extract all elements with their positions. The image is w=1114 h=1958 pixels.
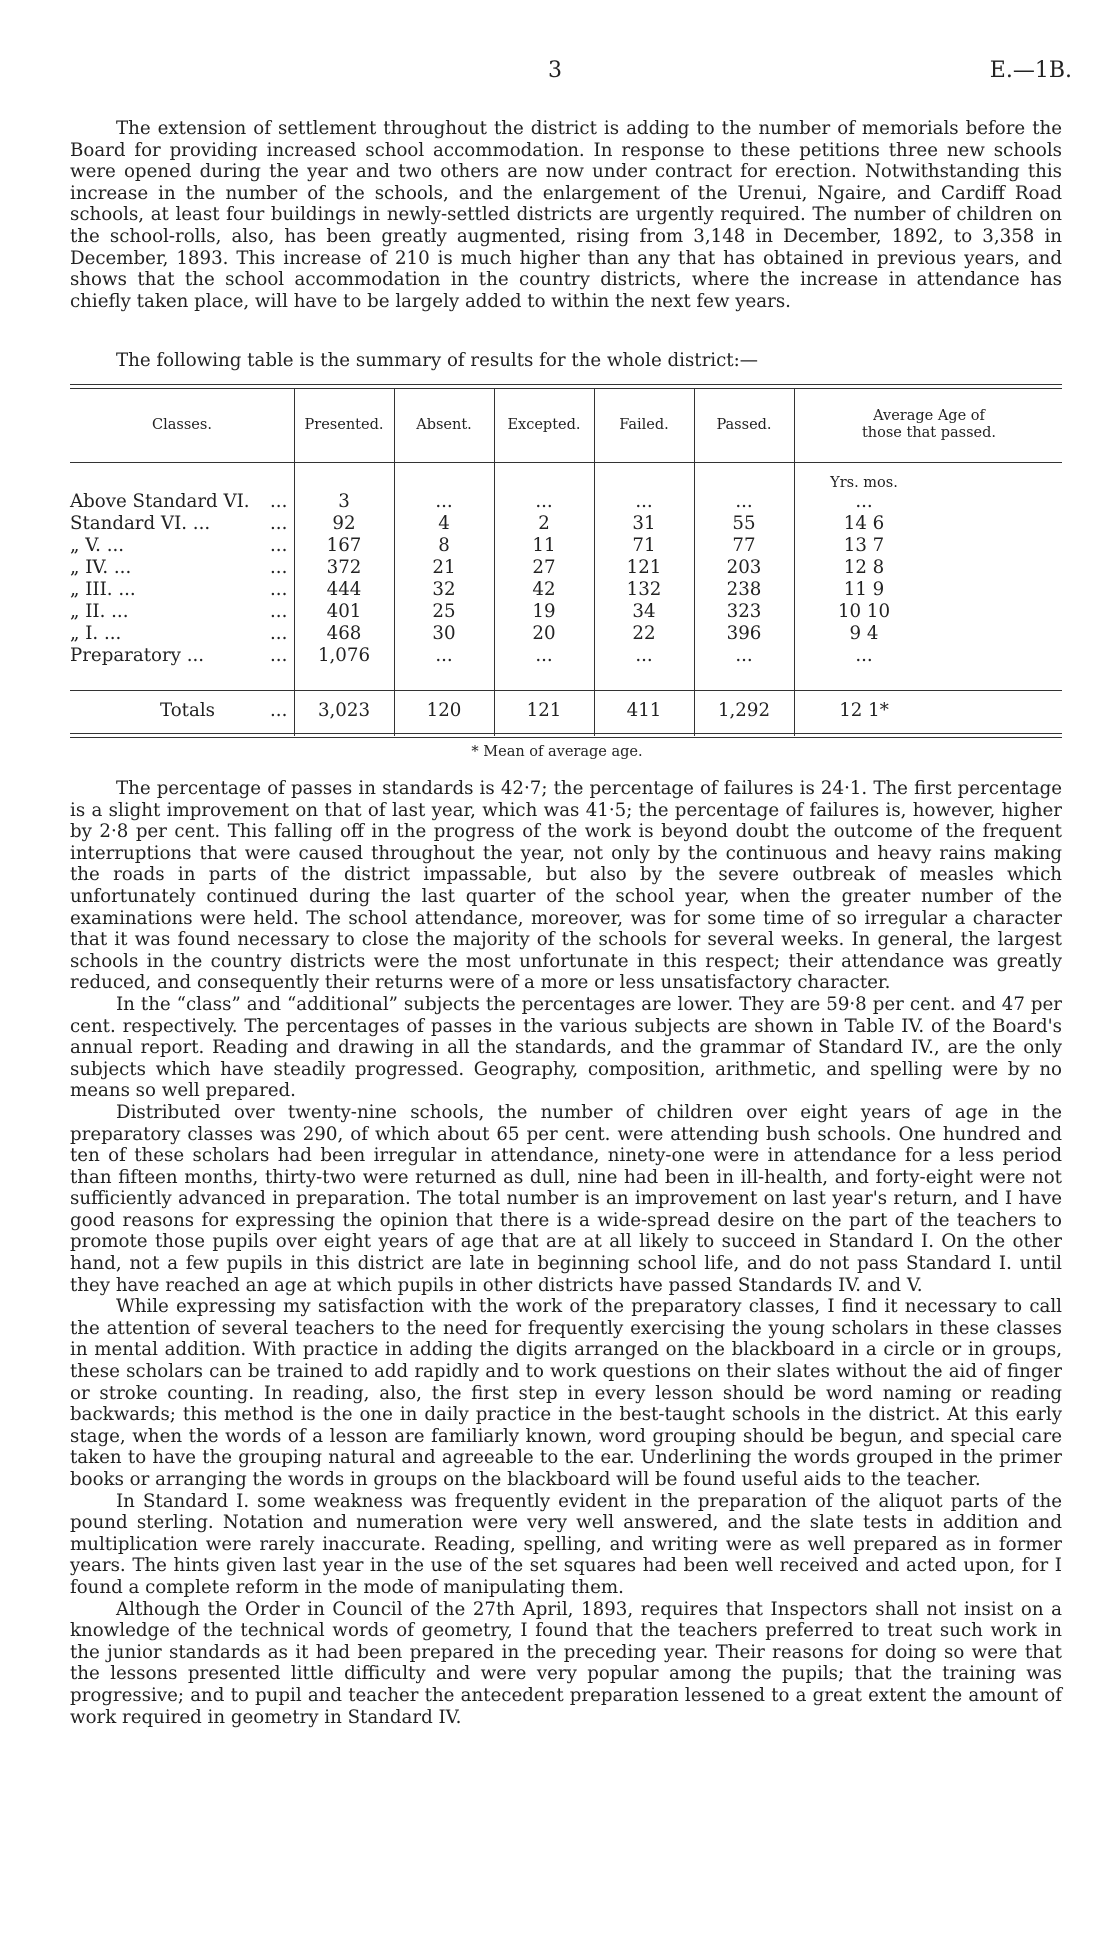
row-leader: ... <box>270 535 288 556</box>
cell-presented: 444 <box>326 579 362 600</box>
total-excepted: 121 <box>526 700 562 721</box>
cell-presented: 167 <box>326 535 362 556</box>
cell-failed: 71 <box>632 535 656 556</box>
total-age: 12 1* <box>839 700 889 721</box>
cell-age: 9 4 <box>849 623 879 644</box>
document-code: E.—1B. <box>989 58 1072 83</box>
cell-presented: 468 <box>326 623 362 644</box>
row-class: „ I. ... <box>70 623 122 644</box>
body-paragraph: Although the Order in Council of the 27th April, 1893, requires that Inspectors shall not insist on a knowledge of the technical words of geometry, I found that the teachers preferred to treat such work in the junior standards as it had been prepared in the preceding year. Their reasons for doing so were that the lessons presented little difficulty and were very popular among the pupils; that the training was progressive; and to pupil and teacher the antecedent preparation lessened to a great extent the amount of work required in geometry in Standard IV. <box>70 1598 1062 1728</box>
row-class: „ V. ... <box>70 535 125 556</box>
row-class: Standard VI. ... <box>70 513 211 534</box>
body-paragraph: The percentage of passes in standards is 42·7; the percentage of failures is 24·1. The first percentage is a slight improvement on that of last year, which was 41·5; the percentage of failures is, however, higher by 2·8 per cent. This falling off in the progress of the work is beyond doubt the outcome of the frequent interruptions that were caused throughout the year, not only by the continuous and heavy rains making the roads in parts of the district impassable, but also by the severe outbreak of measles which unfortunately continued during the last quarter of the school year, when the greater number of the examinations were held. The school attendance, moreover, was for some time of so irregular a character that it was found necessary to close the majority of the schools for several weeks. In general, the largest schools in the country districts were the most unfortunate in this respect; their attendance was greatly reduced, and consequently their returns were of a more or less unsatisfactory character. <box>70 778 1062 994</box>
header-excepted: Excepted. <box>507 416 581 433</box>
cell-presented: 92 <box>332 513 356 534</box>
cell-passed: ... <box>735 645 753 666</box>
row-leader: ... <box>270 623 288 644</box>
intro-paragraph: The extension of settlement throughout the district is adding to the number of memorials before the Board for providing increased school accommodation. In response to these petitions three new schools were opened during the year and two others are now under contract for erection. Notwithstanding this increase in the number of the schools, and the enlargement of the Urenui, Ngaire, and Cardiff Road schools, at least four buildings in newly-settled districts are urgently required. The number of children on the school-rolls, also, has been greatly augmented, rising from 3,148 in December, 1892, to 3,358 in December, 1893. This increase of 210 is much higher than any that has obtained in previous years, and shows that the school accommodation in the country districts, where the increase in attendance has chiefly taken place, will have to be largely added to within the next few years. <box>70 118 1062 312</box>
cell-failed: 34 <box>632 601 656 622</box>
cell-failed: ... <box>635 645 653 666</box>
table-lead-text: The following table is the summary of results for the whole district:— <box>116 350 758 371</box>
cell-failed: ... <box>635 491 653 512</box>
table-footnote: * Mean of average age. <box>471 744 643 760</box>
total-passed: 1,292 <box>717 700 771 721</box>
cell-excepted: ... <box>535 491 553 512</box>
row-class: Above Standard VI. <box>70 491 250 512</box>
cell-absent: 8 <box>438 535 450 556</box>
body-paragraph: While expressing my satisfaction with the work of the preparatory classes, I find it necessary to call the attention of several teachers to the need for frequently exercising the young scholars in these classes in mental addition. With practice in adding the digits arranged on the blackboard in a circle or in groups, these scholars can be trained to add rapidly and to work questions on their slates without the aid of finger or stroke counting. In reading, also, the first step in every lesson should be word naming or reading backwards; this method is the one in daily practice in the best-taught schools in the district. At this early stage, when the words of a lesson are familiarly known, word grouping should be begun, and special care taken to have the grouping natural and agreeable to the ear. Underlining the words grouped in the primer books or arranging the words in groups on the blackboard will be found useful aids to the teacher. <box>70 1296 1062 1490</box>
cell-age: 13 7 <box>843 535 885 556</box>
cell-passed: 203 <box>726 557 762 578</box>
header-classes: Classes. <box>152 416 212 433</box>
intro-section <box>70 118 1062 312</box>
header-presented: Presented. <box>304 416 384 433</box>
cell-failed: 31 <box>632 513 656 534</box>
row-class: Preparatory ... <box>70 645 205 666</box>
cell-age: ... <box>855 645 873 666</box>
cell-excepted: 2 <box>538 513 550 534</box>
header-average-age: Average Age of those that passed. <box>861 408 997 441</box>
cell-presented: 3 <box>338 491 350 512</box>
cell-age: ... <box>855 491 873 512</box>
cell-age: 12 8 <box>843 557 885 578</box>
cell-presented: 401 <box>326 601 362 622</box>
cell-excepted: 11 <box>532 535 556 556</box>
cell-absent: ... <box>435 491 453 512</box>
body-paragraph: In Standard I. some weakness was frequently evident in the preparation of the aliquot parts of the pound sterling. Notation and numeration were very well answered, and the slate tests in addition and multiplication were rarely inaccurate. Reading, spelling, and writing were as well prepared as in former years. The hints given last year in the use of the set squares had been well received and acted upon, for I found a complete reform in the mode of manipulating them. <box>70 1490 1062 1598</box>
cell-failed: 132 <box>626 579 662 600</box>
row-class: „ III. ... <box>70 579 136 600</box>
total-absent: 120 <box>426 700 462 721</box>
cell-absent: 25 <box>432 601 456 622</box>
total-failed: 411 <box>626 700 662 721</box>
row-leader: ... <box>270 700 288 721</box>
cell-passed: 77 <box>732 535 756 556</box>
cell-absent: 21 <box>432 557 456 578</box>
cell-passed: 323 <box>726 601 762 622</box>
body-text <box>70 778 1062 1728</box>
cell-absent: 32 <box>432 579 456 600</box>
row-leader: ... <box>270 579 288 600</box>
cell-passed: 396 <box>726 623 762 644</box>
cell-excepted: ... <box>535 645 553 666</box>
header-absent: Absent. <box>416 416 472 433</box>
totals-label: Totals <box>160 700 215 721</box>
cell-excepted: 42 <box>532 579 556 600</box>
cell-absent: 30 <box>432 623 456 644</box>
cell-presented: 372 <box>326 557 362 578</box>
body-paragraph: Distributed over twenty-nine schools, the number of children over eight years of age in the preparatory classes was 290, of which about 65 per cent. were attending bush schools. One hundred and ten of these scholars had been irregular in attendance, ninety-one were in attendance for a less period than fifteen months, thirty-two were returned as dull, nine had been in ill-health, and forty-eight were not sufficiently advanced in preparation. The total number is an improvement on last year's return, and I have good reasons for expressing the opinion that there is a wide-spread desire on the part of the teachers to promote those pupils over eight years of age that are at all likely to succeed in Standard I. On the other hand, not a few pupils in this district are late in beginning school life, and do not pass Standard I. until they have reached an age at which pupils in other districts have passed Standards IV. and V. <box>70 1101 1062 1296</box>
page-number: 3 <box>548 58 562 83</box>
cell-failed: 22 <box>632 623 656 644</box>
cell-passed: 238 <box>726 579 762 600</box>
age-units: Yrs. mos. <box>830 475 898 491</box>
row-class: „ IV. ... <box>70 557 132 578</box>
cell-age: 14 6 <box>843 513 885 534</box>
row-leader: ... <box>270 491 288 512</box>
cell-absent: ... <box>435 645 453 666</box>
body-paragraph: In the “class” and “additional” subjects the percentages are lower. They are 59·8 per cent. and 47 per cent. respectively. The percentages of passes in the various subjects are shown in Table IV. of the Board's annual report. Reading and drawing in all the standards, and the grammar of Standard IV., are the only subjects which have steadily progressed. Geography, composition, arithmetic, and spelling were by no means so well prepared. <box>70 993 1062 1102</box>
cell-excepted: 20 <box>532 623 556 644</box>
cell-age: 11 9 <box>843 579 885 600</box>
results-table <box>70 384 1062 739</box>
header-passed: Passed. <box>716 416 772 433</box>
cell-failed: 121 <box>626 557 662 578</box>
row-leader: ... <box>270 601 288 622</box>
cell-passed: ... <box>735 491 753 512</box>
cell-excepted: 19 <box>532 601 556 622</box>
page-header <box>0 58 1114 98</box>
header-failed: Failed. <box>619 416 669 433</box>
cell-presented: 1,076 <box>317 645 371 666</box>
total-presented: 3,023 <box>317 700 371 721</box>
cell-age: 10 10 <box>837 601 891 622</box>
cell-absent: 4 <box>438 513 450 534</box>
row-leader: ... <box>270 557 288 578</box>
row-leader: ... <box>270 645 288 666</box>
cell-passed: 55 <box>732 513 756 534</box>
row-class: „ II. ... <box>70 601 129 622</box>
cell-excepted: 27 <box>532 557 556 578</box>
row-leader: ... <box>270 513 288 534</box>
